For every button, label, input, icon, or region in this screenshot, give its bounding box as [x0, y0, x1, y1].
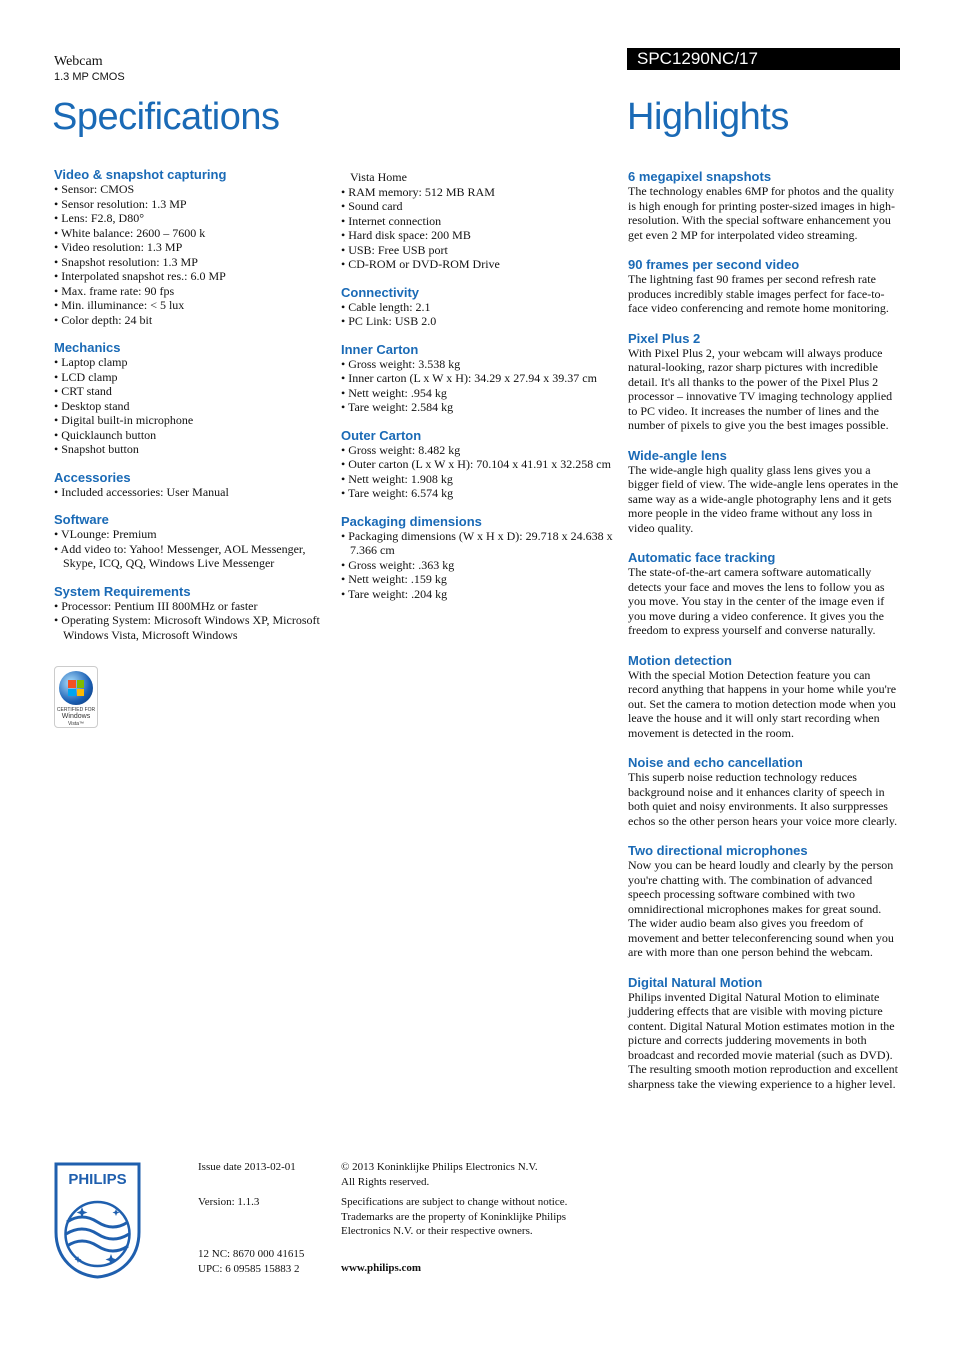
spec-item: • CD-ROM or DVD-ROM Drive — [341, 257, 621, 272]
highlight-heading: Digital Natural Motion — [628, 974, 763, 990]
vista-logo-text: CERTIFIED FOR Windows Vista™ — [56, 707, 96, 727]
highlight-heading: Two directional microphones — [628, 843, 808, 858]
specs-column-2 — [341, 170, 621, 601]
spec-list — [54, 355, 334, 457]
spec-item: • Processor: Pentium III 800MHz or faster — [54, 599, 334, 614]
highlight-heading: Wide-angle lens — [628, 447, 727, 463]
highlight-automatic-face-tracking — [628, 550, 900, 638]
highlight-motion-detection — [628, 653, 900, 741]
spec-item: • Desktop stand — [54, 399, 334, 414]
spec-item: • Snapshot button — [54, 442, 334, 457]
spec-list — [54, 485, 334, 500]
spec-item: • Tare weight: .204 kg — [341, 587, 621, 602]
highlight-pixel-plus-2 — [628, 331, 900, 433]
highlight-text: The state-of-the-art camera software automatically detects your face and moves the lens to follow you as you move. You stay in the center of the image even if you move during a video conference. It gives you the freedom to express yourself and converse naturally. — [628, 565, 885, 637]
spec-item: • Laptop clamp — [54, 355, 334, 370]
highlight-noise-and-echo-cancellation — [628, 755, 900, 828]
spec-item: • Packaging dimensions (W x H x D): 29.718 x 24.638 x 7.366 cm — [341, 529, 621, 558]
website-link[interactable]: www.philips.com — [341, 1262, 422, 1274]
spec-list — [54, 599, 334, 643]
disclaimer: Specifications are subject to change without notice. Trademarks are the property of Koninklijke Philips Electronics N.V. or their respective owners. — [341, 1196, 568, 1237]
spec-item: Vista Home — [350, 170, 407, 184]
philips-shield-logo — [54, 1162, 141, 1279]
spec-item: • Hard disk space: 200 MB — [341, 228, 621, 243]
highlight-90-frames-per-second-video — [628, 257, 900, 316]
spec-item: • RAM memory: 512 MB RAM — [341, 185, 621, 200]
spec-item: • Lens: F2.8, D80° — [54, 211, 334, 226]
highlight-6-megapixel-snapshots — [628, 169, 900, 242]
spec-item: • Gross weight: 8.482 kg — [341, 443, 621, 458]
spec-item: • Add video to: Yahoo! Messenger, AOL Messenger, Skype, ICQ, QQ, Windows Live Messenger — [54, 542, 334, 571]
spec-list — [341, 443, 621, 501]
highlight-two-directional-microphones — [628, 843, 900, 960]
spec-item: • USB: Free USB port — [341, 243, 621, 258]
spec-list — [341, 300, 621, 329]
system-requirements-continued — [341, 170, 621, 272]
nc-code: 12 NC: 8670 000 41615 — [198, 1248, 305, 1260]
highlight-wide-angle-lens — [628, 448, 900, 536]
highlight-heading: Noise and echo cancellation — [628, 755, 803, 770]
spec-list — [54, 527, 334, 571]
highlight-text: Philips invented Digital Natural Motion to eliminate juddering effects that are visible with moving picture content. Digital Natural Motion estimates motion in the picture and corrects juddering movements in both broadcast and recorded movie material (such as DVD). The resulting smooth motion reproduction and excellent sharpness take the viewing experience to a higher level. — [628, 989, 898, 1091]
spec-item: • Tare weight: 2.584 kg — [341, 400, 621, 415]
spec-item: • Sensor resolution: 1.3 MP — [54, 197, 334, 212]
spec-list — [54, 182, 334, 327]
model-number: SPC1290NC/17 — [627, 48, 900, 70]
highlight-heading: Motion detection — [628, 652, 732, 668]
spec-list — [341, 357, 621, 415]
spec-item: • Operating System: Microsoft Windows XP, Microsoft Windows Vista, Microsoft Windows — [54, 613, 334, 642]
product-codes — [198, 1247, 304, 1276]
section-heading-accessories: Accessories — [54, 469, 131, 485]
highlight-heading: Automatic face tracking — [628, 550, 776, 565]
spec-item: • Outer carton (L x W x H): 70.104 x 41.91 x 32.258 cm — [341, 457, 621, 472]
highlight-heading: 6 megapixel snapshots — [628, 169, 772, 184]
spec-item: • Min. illuminance: < 5 lux — [54, 298, 334, 313]
spec-item: • Nett weight: .954 kg — [341, 386, 621, 401]
highlight-text: Now you can be heard loudly and clearly by the person you're chatting with. The combination of advanced speech processing software combined with two omnidirectional microphones makes for great sound. The wider audio beam also gives you freedom of movement and better teleconferencing sound when you are with more than one person behind the webcam. — [628, 858, 894, 959]
spec-item: • Snapshot resolution: 1.3 MP — [54, 255, 334, 270]
section-heading-connectivity: Connectivity — [341, 284, 420, 300]
spec-item: • Nett weight: .159 kg — [341, 572, 621, 587]
highlight-digital-natural-motion — [628, 975, 900, 1092]
spec-item: • Included accessories: User Manual — [54, 485, 334, 500]
upc-code: UPC: 6 09585 15883 2 — [198, 1262, 300, 1275]
section-heading-software: Software — [54, 512, 109, 527]
spec-item: • Internet connection — [341, 214, 621, 229]
spec-item: • Inner carton (L x W x H): 34.29 x 27.94 x 39.37 cm — [341, 371, 621, 386]
spec-item: • Gross weight: .363 kg — [341, 558, 621, 573]
section-heading-inner-carton: Inner Carton — [341, 341, 419, 357]
highlights-title: Highlights — [627, 96, 789, 138]
windows-orb-icon — [59, 671, 93, 705]
spec-item: • Digital built-in microphone — [54, 413, 334, 428]
spec-item: • CRT stand — [54, 384, 334, 399]
spec-item: • Sound card — [341, 199, 621, 214]
spec-item: • Gross weight: 3.538 kg — [341, 357, 621, 372]
spec-item: • LCD clamp — [54, 370, 334, 385]
section-heading-outer-carton: Outer Carton — [341, 427, 422, 443]
windows-vista-certified-logo — [54, 666, 98, 728]
highlight-text: The lightning fast 90 frames per second refresh rate produces incredibly stable images perfect for face-to-face video conferencing and remote home monitoring. — [628, 272, 889, 315]
spec-item: • White balance: 2600 – 7600 k — [54, 226, 334, 241]
spec-item: • Color depth: 24 bit — [54, 313, 334, 328]
product-subtitle: 1.3 MP CMOS — [54, 71, 125, 83]
specs-column-1 — [54, 167, 334, 642]
specifications-title: Specifications — [52, 96, 280, 138]
spec-item: • PC Link: USB 2.0 — [341, 314, 621, 329]
product-type: Webcam — [54, 54, 103, 69]
spec-item: • Sensor: CMOS — [54, 182, 334, 197]
highlights-column — [628, 169, 900, 1106]
version: Version: 1.1.3 — [198, 1196, 260, 1208]
highlight-text: This superb noise reduction technology reduces background noise and it enhances clarity of speech in both quiet and noisy environments. It also surppresses echos so the other person hears your voice more clearly. — [628, 770, 898, 828]
highlight-text: The technology enables 6MP for photos and the quality is high enough for printing poster-sized images in high-resolution. With the special software enhancement you get even 2 MP for interpolated video streaming. — [628, 184, 896, 242]
section-heading-video-snapshot-capturing: Video & snapshot capturing — [54, 167, 227, 182]
highlight-heading: Pixel Plus 2 — [628, 330, 701, 346]
section-heading-system-requirements: System Requirements — [54, 583, 191, 599]
highlight-text: With Pixel Plus 2, your webcam will always produce natural-looking, razor sharp pictures with incredible detail. It's all thanks to the power of the Pixel Plus 2 processor – innovative TV imaging technology applied to PC video. It increases the number of lines and the number of pixels to give you the best images possible. — [628, 345, 893, 432]
spec-list — [341, 529, 621, 602]
highlight-text: The wide-angle high quality glass lens gives you a bigger field of view. The wide-angle lens operates in the same way as a wide-angle photography lens and it gets more people in the video frame without any loss in video quality. — [628, 462, 899, 535]
spec-item: • Tare weight: 6.574 kg — [341, 486, 621, 501]
spec-item: • Interpolated snapshot res.: 6.0 MP — [54, 269, 334, 284]
issue-date: Issue date 2013-02-01 — [198, 1161, 296, 1173]
spec-item: • Max. frame rate: 90 fps — [54, 284, 334, 299]
spec-item: • Nett weight: 1.908 kg — [341, 472, 621, 487]
section-heading-mechanics: Mechanics — [54, 340, 121, 355]
copyright: © 2013 Koninklijke Philips Electronics N.V. All Rights reserved. — [341, 1161, 538, 1188]
spec-item: • Video resolution: 1.3 MP — [54, 240, 334, 255]
highlight-text: With the special Motion Detection feature you can record anything that happens in your home while you're out. Set the camera to motion detection mode when you leave the house and it will only start recording when movement is detected in the room. — [628, 667, 897, 740]
highlight-heading: 90 frames per second video — [628, 257, 800, 272]
philips-wordmark: PHILIPS — [68, 1171, 127, 1188]
spec-item: • Quicklaunch button — [54, 428, 334, 443]
spec-item: • VLounge: Premium — [54, 527, 334, 542]
section-heading-packaging-dimensions: Packaging dimensions — [341, 513, 482, 529]
spec-item: • Cable length: 2.1 — [341, 300, 621, 315]
